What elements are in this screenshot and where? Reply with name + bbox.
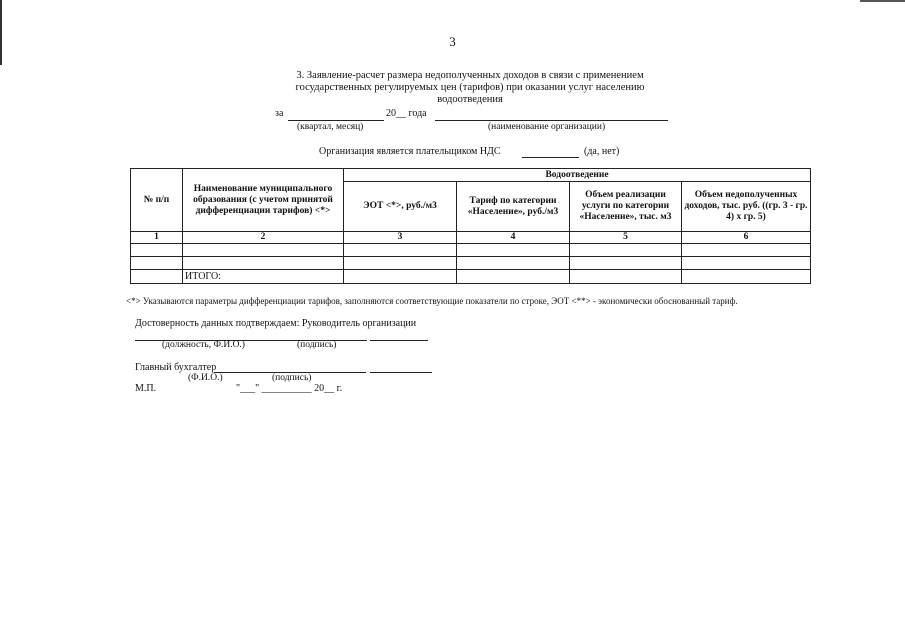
table-row[interactable] — [131, 244, 811, 257]
number-row — [131, 232, 811, 244]
col-number-5: 5 — [570, 232, 682, 244]
header-volume: Объем реализации услуги по категории «Население», тыс. м3 — [570, 182, 682, 232]
title-line-2: государственных регулируемых цен (тарифов) при оказании услуг населению — [295, 82, 645, 93]
header-tariff: Тариф по категории «Население», руб./м3 — [457, 182, 570, 232]
table-cell[interactable] — [682, 257, 811, 270]
fio-caption: (Ф.И.О.) — [188, 373, 223, 383]
corner-mark — [860, 0, 905, 2]
signature-field-2[interactable] — [370, 372, 432, 373]
vat-hint: (да, нет) — [584, 146, 620, 157]
header-municipality: Наименование муниципального образования (с учетом принятой дифференциации тарифов) <*> — [183, 169, 344, 232]
position-caption: (должность, Ф.И.О.) — [162, 340, 245, 350]
table-cell[interactable] — [457, 257, 570, 270]
header-eot: ЭОТ <*>, руб./м3 — [344, 182, 457, 232]
vat-text: Организация является плательщиком НДС — [319, 146, 501, 157]
confirm-text: Достоверность данных подтверждаем: Руководитель организации — [135, 318, 417, 329]
table-cell[interactable] — [570, 270, 682, 284]
title-line-3: водоотведения — [437, 94, 503, 105]
table-row[interactable] — [131, 257, 811, 270]
table-cell[interactable] — [344, 244, 457, 257]
header-group: Водоотведение — [344, 169, 811, 182]
calculation-table — [130, 168, 811, 284]
total-row[interactable] — [131, 270, 811, 284]
col-number-4: 4 — [457, 232, 570, 244]
organization-caption: (наименование организации) — [488, 122, 606, 132]
period-caption: (квартал, месяц) — [297, 122, 364, 132]
table-cell[interactable] — [344, 270, 457, 284]
table-cell[interactable] — [131, 270, 183, 284]
vat-field[interactable] — [522, 157, 579, 158]
page-number: 3 — [449, 34, 456, 49]
signature-caption-2: (подпись) — [272, 373, 312, 383]
table-cell[interactable] — [183, 257, 344, 270]
footnote: <*> Указываются параметры дифференциации тарифов, заполняются соответствующие показатели по строке, ЭОТ <**> - экономически обоснованный тариф. — [126, 296, 738, 306]
table-cell[interactable] — [570, 257, 682, 270]
period-field[interactable] — [288, 120, 384, 121]
signature-field-1[interactable] — [370, 340, 428, 341]
date-field[interactable]: "___" __________ 20__ г. — [236, 383, 343, 394]
header-lost-income: Объем недополученных доходов, тыс. руб. ((гр. 3 - гр. 4) x гр. 5) — [682, 182, 811, 232]
table-cell[interactable] — [570, 244, 682, 257]
document-title — [250, 70, 690, 106]
signature-caption-1: (подпись) — [297, 340, 337, 350]
header-number: № п/п — [131, 169, 183, 232]
period-year: 20__ года — [386, 108, 427, 119]
total-label: ИТОГО: — [183, 270, 344, 284]
organization-field[interactable] — [435, 120, 668, 121]
table-cell[interactable] — [457, 270, 570, 284]
table-cell[interactable] — [183, 244, 344, 257]
table-cell[interactable] — [131, 244, 183, 257]
col-number-6: 6 — [682, 232, 811, 244]
table-cell[interactable] — [131, 257, 183, 270]
col-number-3: 3 — [344, 232, 457, 244]
table-cell[interactable] — [682, 270, 811, 284]
stamp-label: М.П. — [135, 383, 157, 394]
table-cell[interactable] — [344, 257, 457, 270]
accountant-text: Главный бухгалтер — [135, 362, 217, 373]
col-number-1: 1 — [131, 232, 183, 244]
title-line-1: 3. Заявление-расчет размера недополученных доходов в связи с применением — [296, 70, 644, 81]
table-cell[interactable] — [457, 244, 570, 257]
page-edge-mark — [0, 0, 2, 65]
col-number-2: 2 — [183, 232, 344, 244]
table-cell[interactable] — [682, 244, 811, 257]
period-prefix: за — [275, 108, 284, 119]
